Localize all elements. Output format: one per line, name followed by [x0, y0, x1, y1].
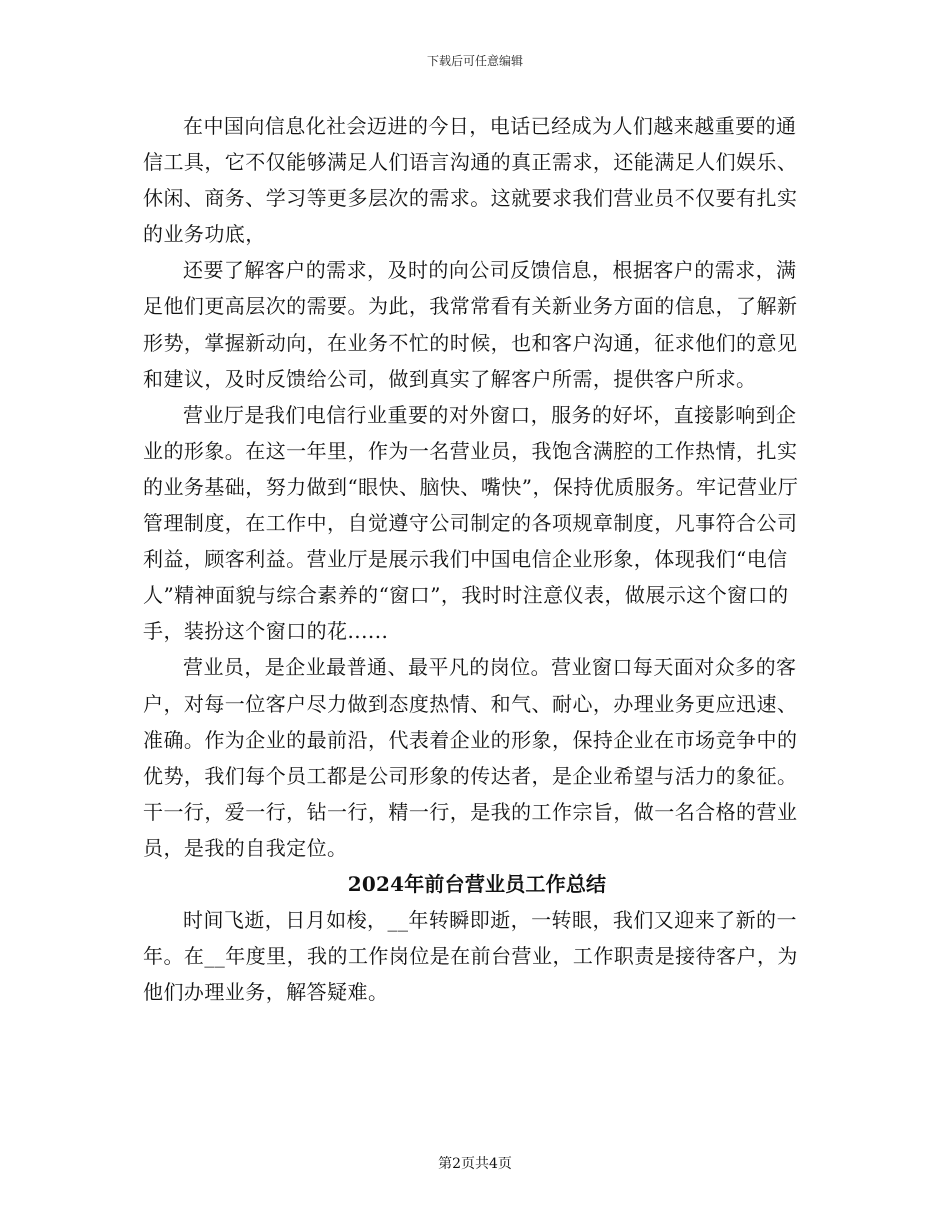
section-title: 2024年前台营业员工作总结: [347, 871, 607, 896]
paragraph-2: 还要了解客户的需求，及时的向公司反馈信息，根据客户的需求，满足他们更高层次的需要。为此，我常常看有关新业务方面的信息，了解新形势，掌握新动向，在业务不忙的时候，也和客户沟通，征求他们的意见和建议，及时反馈给公司，做到真实了解客户所需，提供客户所求。: [143, 258, 798, 391]
document-body: [143, 108, 811, 1010]
page-footer: 第2页共4页: [438, 1156, 512, 1172]
paragraph-1: 在中国向信息化社会迈进的今日，电话已经成为人们越来越重要的通信工具，它不仅能够满足人们语言沟通的真正需求，还能满足人们娱乐、休闲、商务、学习等更多层次的需求。这就要求我们营业员不仅要有扎实的业务功底，: [143, 114, 798, 247]
paragraph-3: 营业厅是我们电信行业重要的对外窗口，服务的好坏，直接影响到企业的形象。在这一年里，作为一名营业员，我饱含满腔的工作热情，扎实的业务基础，努力做到“眼快、脑快、嘴快”，保持优质服务。牢记营业厅管理制度，在工作中，自觉遵守公司制定的各项规章制度，凡事符合公司利益，顾客利益。营业厅是展示我们中国电信企业形象，体现我们“电信人”精神面貌与综合素养的“窗口”，我时时注意仪表，做展示这个窗口的手，装扮这个窗口的花......: [143, 402, 799, 644]
header-note: 下载后可任意编辑: [426, 54, 523, 68]
section-paragraph-1: 时间飞逝，日月如梭，__年转瞬即逝，一转眼，我们又迎来了新的一年。在__年度里，我的工作岗位是在前台营业，工作职责是接待客户，为他们办理业务，解答疑难。: [143, 908, 798, 1005]
paragraph-4: 营业员，是企业最普通、最平凡的岗位。营业窗口每天面对众多的客户，对每一位客户尽力做到态度热情、和气、耐心，办理业务更应迅速、准确。作为企业的最前沿，代表着企业的形象，保持企业在市场竞争中的优势，我们每个员工都是公司形象的传达者，是企业希望与活力的象征。干一行，爱一行，钻一行，精一行，是我的工作宗旨，做一名合格的营业员，是我的自我定位。: [143, 655, 798, 860]
